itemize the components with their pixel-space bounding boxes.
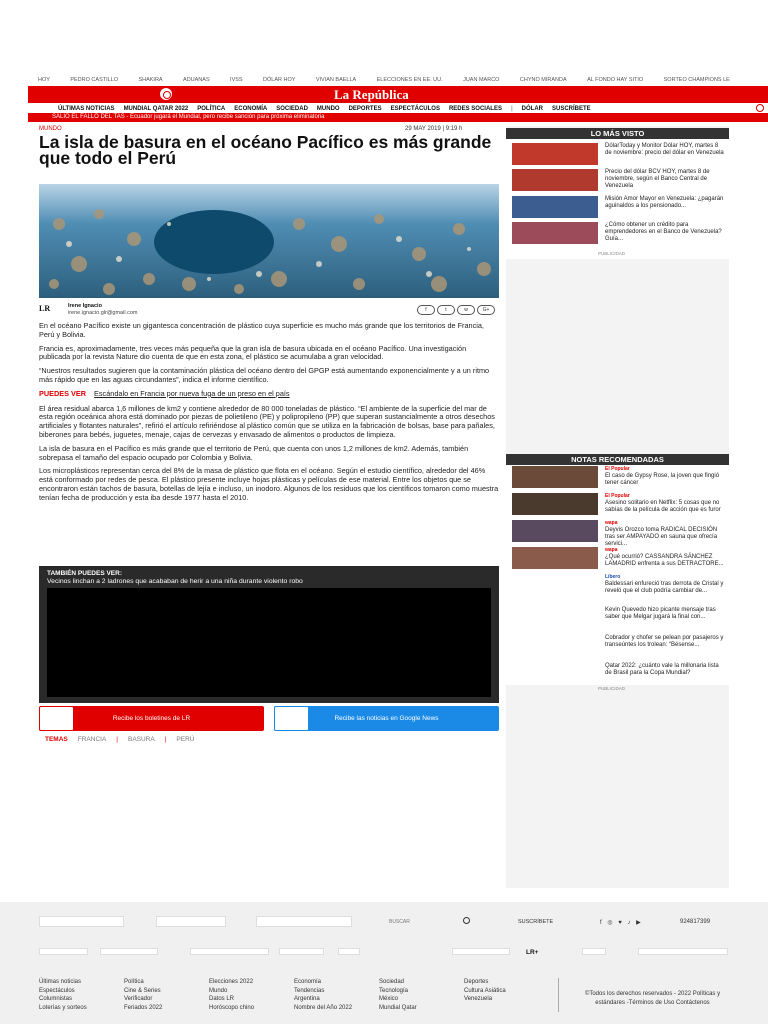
footer-logo-slot[interactable] [279,948,324,955]
trending-link[interactable]: SHAKIRA [138,77,163,83]
recommended-heading: NOTAS RECOMENDADAS [506,454,729,465]
site-footer [0,902,768,1024]
video-screen[interactable] [47,588,491,697]
topic-tags [45,736,194,743]
twitter-share-icon[interactable]: t [437,305,455,315]
trending-bar [0,77,768,86]
list-item-title: Qatar 2022: ¿cuánto vale la millonaria lista de Brasil para la Copa Mundial? [605,663,719,676]
footer-subscribe-link[interactable]: SUSCRÍBETE [518,919,554,925]
paragraph: “Nuestros resultados sugieren que la contaminación plástica del océano dentro del GPGP está aumentando exponencialmente y a un ritmo más rápido que en las aguas circundantes”, indica el informe científico. [39,366,490,384]
list-item[interactable] [512,169,724,193]
thumbnail [512,547,598,569]
footer-link[interactable]: Datos LR [209,996,235,1002]
recommended-list [506,465,729,685]
list-item-title: El caso de Gypsy Rose, la joven que fingió tener cáncer [605,473,720,486]
hero-image [39,184,499,298]
list-item[interactable] [512,607,724,631]
ad-label: PUBLICIDAD [598,686,626,691]
trending-link[interactable]: AL FONDO HAY SITIO [587,77,644,83]
paragraph: En el océano Pacífico existe un gigantesca concentración de plástico cuya superficie es mucho más grande que los territorios de Francia, Perú y Bolivia. [39,321,484,339]
list-item[interactable] [512,493,724,517]
article-body [39,322,499,508]
search-icon[interactable] [463,917,470,924]
list-item-title: ¿Qué ocurrió? CASSANDRA SÁNCHEZ LAMADRID enfrenta a sus DETRACTORE... [605,554,724,567]
list-item[interactable] [512,143,724,167]
footer-link[interactable]: Columnistas [39,996,73,1002]
nav-item[interactable]: POLÍTICA [197,105,226,112]
paragraph: Francia es, aproximadamente, tres veces más pequeña que la gran isla de basura ubicada en el océano Pacífico. Una investigación publicada por la revista Nature dio cuenta de que en esta zona, el plástico se acumulaba a gran velocidad. [39,343,467,362]
list-item[interactable] [512,520,724,547]
footer-link[interactable]: Tecnología [379,987,409,994]
video-player [39,566,499,703]
list-item-text [605,520,724,548]
list-item-text [605,547,724,568]
trending-link[interactable]: HOY [38,77,50,83]
footer-search-input[interactable]: BUSCAR [389,919,410,925]
google-news-button[interactable] [274,706,499,731]
thumbnail [512,493,598,515]
footer-link[interactable]: Sociedad [379,979,405,985]
author-name[interactable]: Irene Ignacio [68,303,102,309]
puedes-ver-link[interactable]: Escándalo en Francia por nueva fuga de un preso en el país [94,388,290,398]
footer-logo-slot[interactable] [190,948,269,955]
newsletter-label: Recibe los boletines de LR [112,715,191,722]
footer-logo-slot[interactable] [256,916,352,927]
footer-logo-slot[interactable] [452,948,510,955]
list-item[interactable] [512,635,724,659]
nav-item[interactable]: DEPORTES [348,105,382,112]
list-item-title: Asesino solitario en Netflix: 5 cosas que no sabías de la película de acción que es furor [605,500,721,513]
paragraph: La isla de basura en el Pacífico es más grande que el territorio de Perú, que cuenta con unos 1,2 millones de km2. Además, también sobrepasa el tamaño del espacio ocupado por Colombia y Bolivia. [39,443,469,462]
footer-link[interactable]: Mundial Qatar [379,1004,417,1011]
footer-link[interactable]: Tendencias [294,987,325,994]
main-nav [28,104,768,113]
source-label: El Popular [605,466,630,472]
footer-link[interactable]: Feriados 2022 [124,1004,163,1011]
trending-link[interactable]: JUAN MARCO [463,77,500,83]
nav-item[interactable]: SUSCRÍBETE [552,105,591,112]
section-label[interactable]: MUNDO [39,126,62,132]
footer-divider [558,978,559,1012]
paragraph: Los microplásticos representan cerca del 8% de la masa de plástico que flota en el océano. Según el estudio científico, alrededor del 46% está conformado por redes de pesca. El plástico presente incluye hojas plásticas y películas de ese material. Entre los objetos que se encontraron están tachos de basura, botellas de lejía e incluso, un inodoro. Algunos de los residuos que los científicos tomaron como muestra tenían fecha de producción y esta iba desde 1977 hasta el 2010. [39,466,499,502]
list-item-title: Misión Amor Mayor en Venezuela: ¿pagarán aguinaldos a los pensionado... [605,196,724,209]
puedes-ver [39,390,499,399]
article-title: La isla de basura en el océano Pacífico es más grande que todo el Perú [39,132,492,168]
thumbnail [512,222,598,244]
ad-label: PUBLICIDAD [598,251,626,256]
paragraph: El área residual abarca 1,6 millones de km2 y contiene alrededor de 80 000 toneladas de plástico. “El ambiente de la superficie del mar de esta región oceánica ahora está dominado por piezas de polietileno (PE) y polipropileno (PP) que superan sustancialmente a otros desechos artificiales y flotantes naturales”, refirió el artículo refiriéndose al plástico común que se utiliza en la fabricación de bolsas, base para pañales, biberones para bebés, juguetes, menaje, cajas de cervezas y envasado de alimentos o productos de limpieza. [39,403,495,439]
nav-item[interactable]: DÓLAR [521,105,543,112]
list-item[interactable] [512,222,724,246]
footer-link[interactable]: Loterías y sorteos [39,1004,87,1011]
footer-link[interactable]: Deportes [464,979,489,985]
thumbnail [512,466,598,488]
newsletter-icon [39,706,74,731]
list-item-title: ¿Cómo obtener un crédito para emprendedores en el Banco de Venezuela? Guía... [605,222,722,242]
thumbnail [512,574,598,596]
list-item-title: Baldessari enfureció tras derrota de Cristal y reveló que el club podría cambiar de... [605,581,724,594]
share-buttons [417,305,495,315]
list-item-text [605,466,724,487]
tag-divider: | [164,736,167,743]
nav-item[interactable]: REDES SOCIALES [448,105,502,112]
footer-link[interactable]: México [379,996,399,1002]
nav-item[interactable]: SOCIEDAD [276,105,308,112]
list-item[interactable] [512,663,724,687]
google-plus-share-icon[interactable]: G+ [477,305,495,315]
footer-column [39,978,124,1012]
footer-column [124,978,209,1012]
author-email[interactable]: irene.ignacio.glr@gmail.com [68,310,138,316]
footer-logo-slot[interactable] [100,948,158,955]
trending-link[interactable]: CHYNO MIRANDA [519,77,567,83]
list-item-text [605,493,724,514]
footer-link[interactable]: Verificador [124,996,153,1002]
footer-logo-slot[interactable] [638,948,728,955]
nav-item[interactable]: ECONOMÍA [234,105,268,112]
source-label: El Popular [605,493,630,499]
newsletter-button[interactable] [39,706,264,731]
trending-link[interactable]: DÓLAR HOY [263,77,296,83]
google-news-label: Recibe las noticias en Google News [334,715,439,722]
tag-link[interactable]: FRANCIA [77,736,107,743]
trending-link[interactable]: ELECCIONES EN EE. UU. [376,77,443,83]
most-viewed-list [506,139,729,259]
footer-link[interactable]: Elecciones 2022 [209,979,254,985]
list-item[interactable] [512,574,724,598]
nav-item[interactable]: ESPECTÁCULOS [390,105,440,112]
tag-link[interactable]: BASURA [127,736,155,743]
footer-link[interactable]: Venezuela [464,996,493,1002]
trending-link[interactable]: ADUANAS [183,77,210,83]
footer-copyright[interactable]: ©Todos los derechos reservados - 2022 Políticas y estándares -Términos de Uso Contáctenos [584,991,721,1006]
footer-link[interactable]: Nombre del Año 2022 [294,1004,353,1011]
footer-logo-slot[interactable] [39,916,124,927]
footer-column [379,978,464,1012]
breaking-ticker[interactable]: SALIÓ EL FALLO DEL TAS - Ecuador jugará el Mundial, pero recibe sanción para próxima eliminatoria [28,113,768,122]
footer-links [39,978,549,1012]
footer-logo-slot[interactable] [582,948,606,955]
thumbnail [512,169,598,191]
nav-item[interactable]: MUNDIAL QATAR 2022 [123,105,189,112]
thumbnail [512,520,598,542]
whatsapp-phone[interactable]: 924817399 [680,919,711,925]
footer-link[interactable]: Espectáculos [39,987,75,994]
list-item[interactable] [512,466,724,490]
footer-column [209,978,294,1012]
list-item-title: Precio del dólar BCV HOY, martes 8 de noviembre, según el Banco Central de Venezuela [605,169,710,189]
footer-logo-slot[interactable] [156,916,226,927]
puedes-ver-label: PUEDES VER [39,388,87,398]
whatsapp-share-icon[interactable]: w [457,305,475,315]
list-item-title: DólarToday y Monitor Dólar HOY, martes 8 de noviembre: precio del dólar en Venezuela [605,143,724,156]
facebook-share-icon[interactable]: f [417,305,435,315]
list-item-title: Kevin Quevedo hizo picante mensaje tras saber que Melgar jugará la final con... [605,607,716,620]
video-title[interactable]: Vecinos linchan a 2 ladrones que acababan de herir a una niña durante violento robo [47,578,303,585]
nav-item[interactable]: MUNDO [316,105,340,112]
footer-link[interactable]: Últimas noticias [39,979,82,985]
thumbnail [512,607,598,629]
google-news-icon [274,706,309,731]
search-icon[interactable] [756,104,764,112]
trending-link[interactable]: SORTEO CHAMPIONS LE [663,77,730,83]
tags-label: TEMAS [45,736,68,743]
footer-column [294,978,379,1012]
footer-link[interactable]: Argentina [294,996,320,1002]
source-label: wapa [605,520,618,526]
footer-logo-slot[interactable] [338,948,360,955]
list-item[interactable] [512,196,724,220]
sidebar [506,126,729,888]
trending-link[interactable]: IVSS [230,77,243,83]
nav-separator: | [510,105,513,112]
footer-link[interactable]: Horóscopo chino [209,1004,255,1011]
footer-logo-slot[interactable] [39,948,88,955]
thumbnail [512,196,598,218]
trending-link[interactable]: VIVIAN BAELLA [315,77,357,83]
source-label: Líbero [605,574,621,580]
footer-column [464,978,549,1012]
tag-link[interactable]: PERÚ [176,736,195,743]
trending-link[interactable]: PEDRO CASTILLO [70,77,119,83]
footer-link[interactable]: Cultura Asiática [464,987,506,994]
source-label: wapa [605,547,618,553]
tag-divider: | [116,736,118,743]
footer-link[interactable]: Mundo [209,987,228,994]
most-viewed-heading: LO MÁS VISTO [506,128,729,139]
footer-link[interactable]: Política [124,979,144,985]
author-logo: LR [39,304,51,313]
thumbnail [512,663,598,685]
lr-plus-link[interactable]: LR+ [526,949,539,956]
site-logo[interactable]: La República [334,87,409,102]
thumbnail [512,143,598,165]
publish-date: 29 MAY 2019 | 9:19 h [405,126,463,132]
menu-logo-icon[interactable] [160,88,172,100]
video-label: TAMBIÉN PUEDES VER: [47,570,122,577]
site-header [28,86,768,103]
nav-item[interactable]: ÚLTIMAS NOTICIAS [58,105,115,112]
list-item-title: Cobrador y chofer se pelean por pasajeros y transeúntes los trolean: “Bésense... [605,635,724,648]
footer-link[interactable]: Cine & Series [124,987,161,994]
list-item[interactable] [512,547,724,571]
social-icons[interactable]: f ◎ ♥ ♪ ▶ [600,920,643,926]
list-item-text [605,574,724,595]
footer-link[interactable]: Economía [294,979,322,985]
thumbnail [512,635,598,657]
list-item-title: Deyvis Orozco toma RADICAL DECISIÓN tras ser AMPAYADO en sauna que ofrecía servici... [605,527,718,547]
